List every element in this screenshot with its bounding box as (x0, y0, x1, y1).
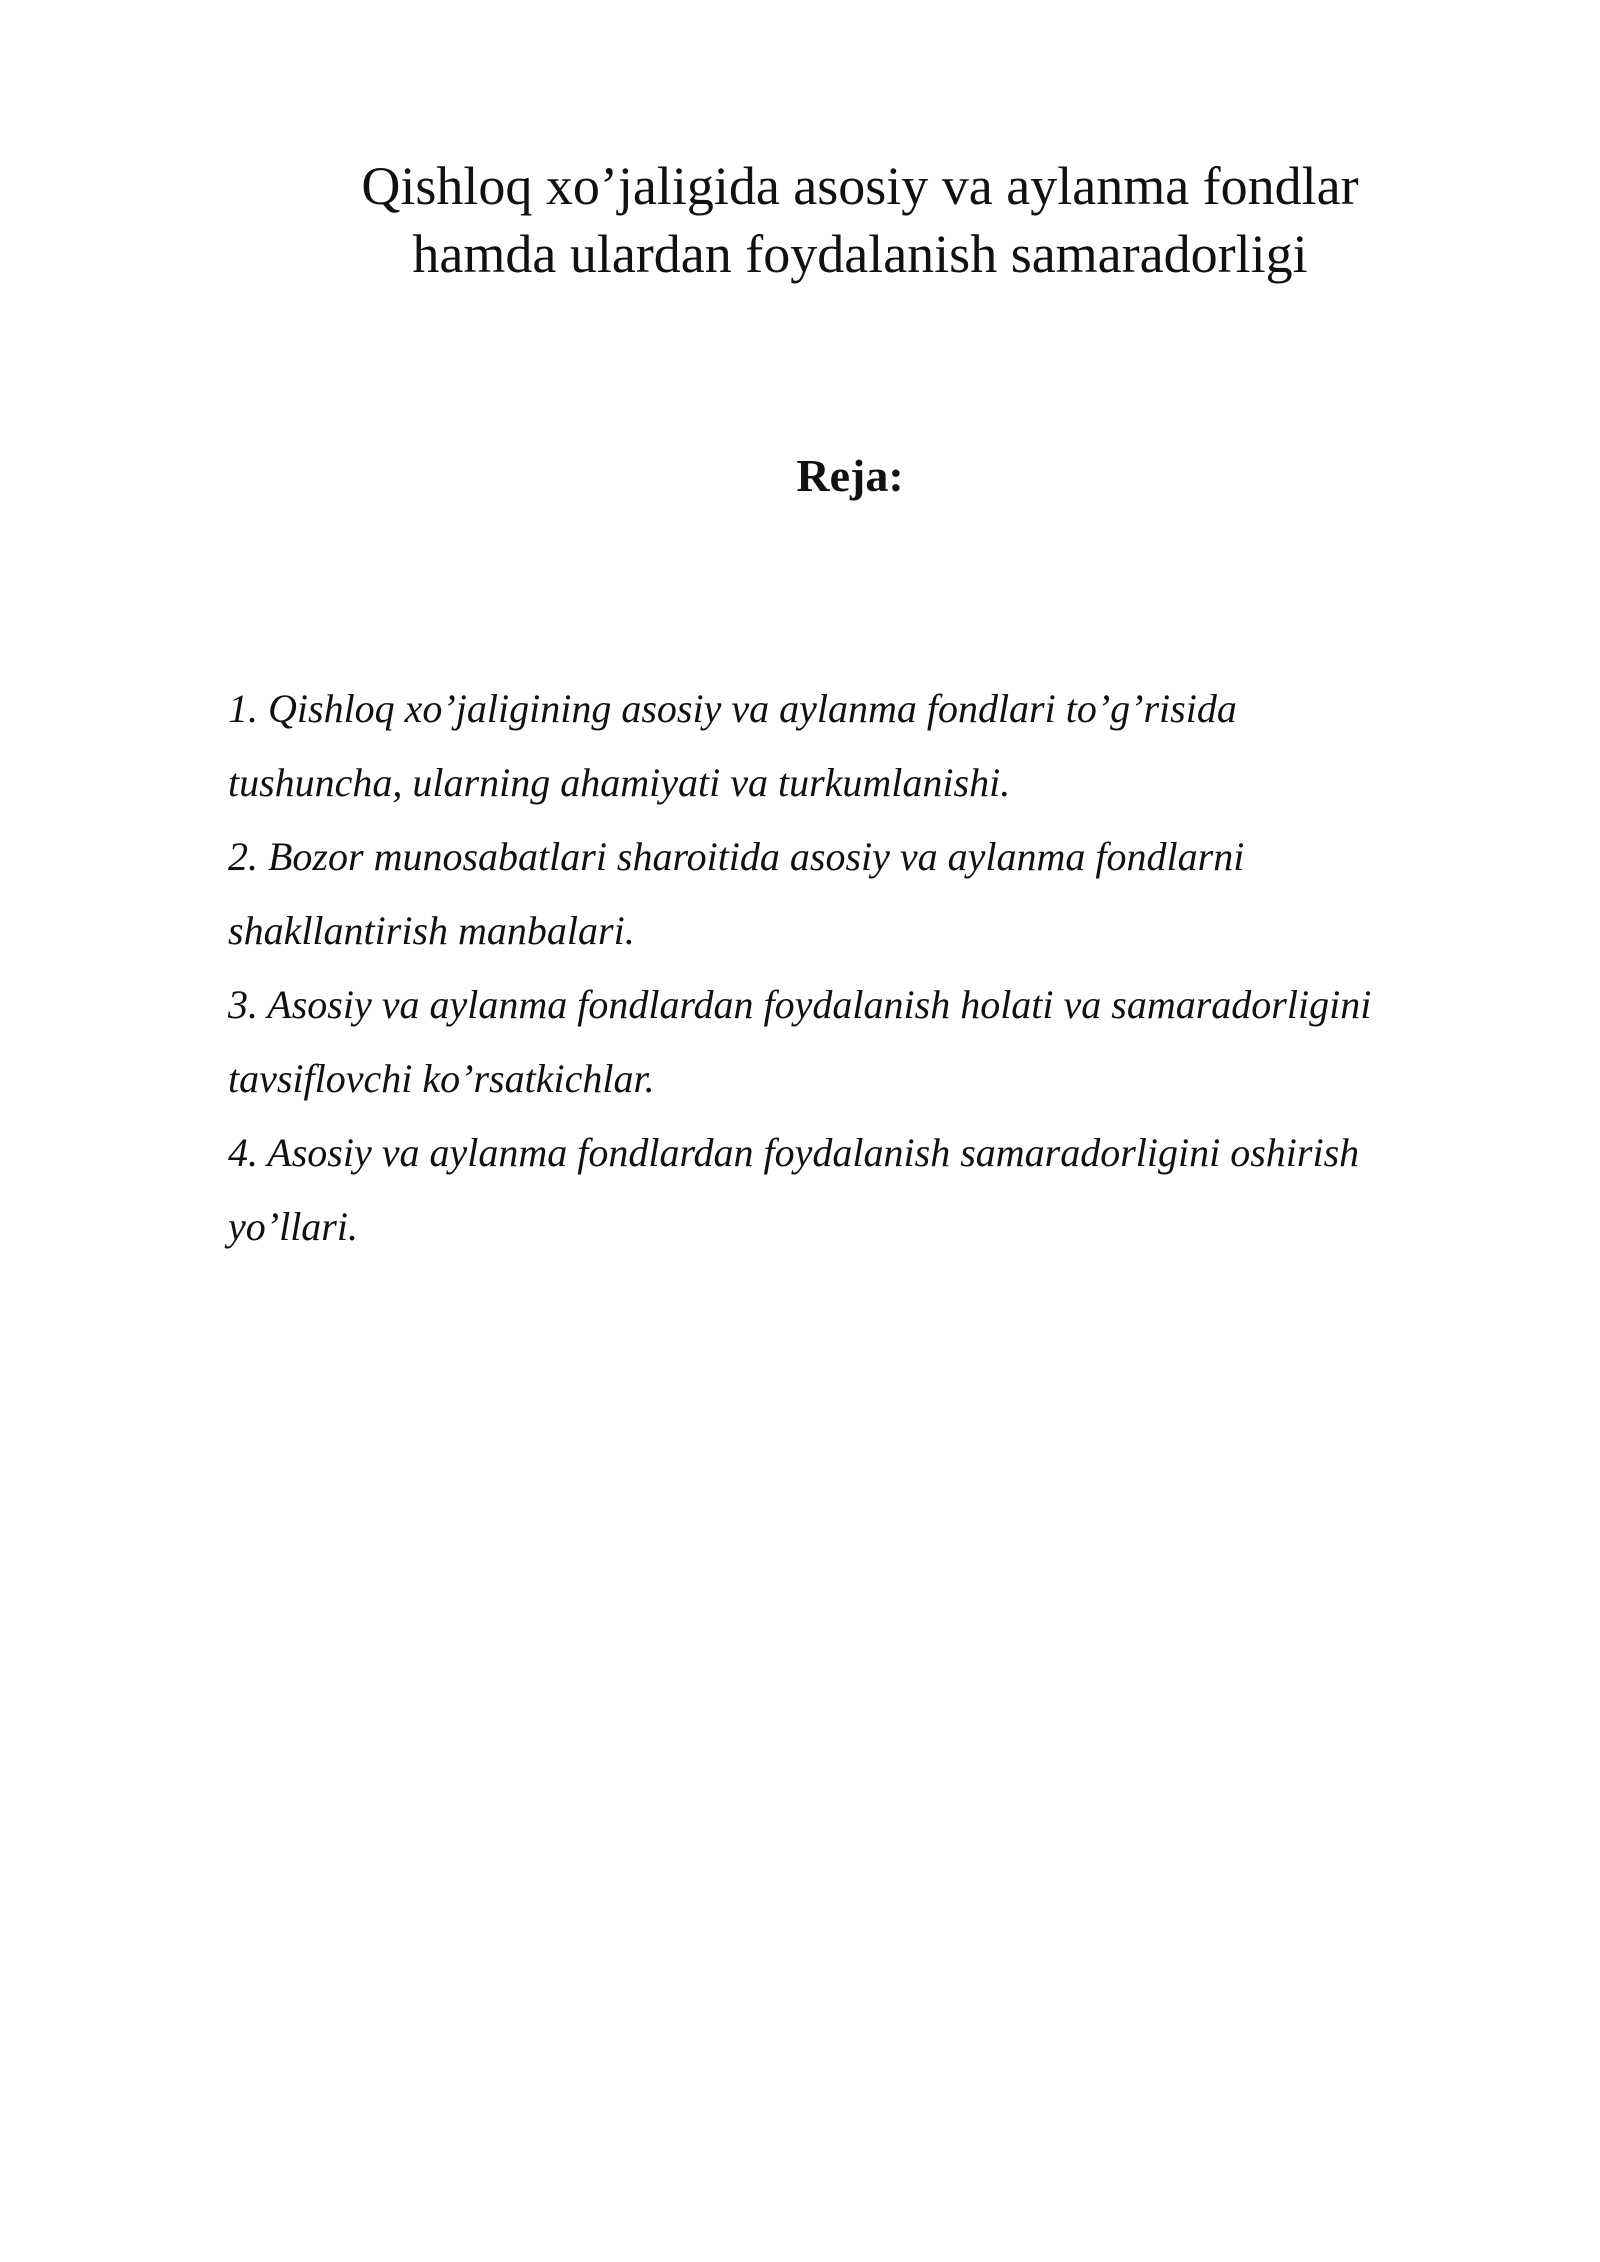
plan-item (228, 820, 1528, 968)
plan-item (228, 968, 1528, 1116)
plan-heading: Reja: (796, 450, 904, 501)
plan-item-line: tavsiflovchi ko’rsatkichlar. (228, 1056, 655, 1101)
plan-item (228, 1116, 1528, 1264)
plan-item-line: tushuncha, ularning ahamiyati va turkumlanishi. (228, 760, 1011, 805)
plan-item-line: 1. Qishloq xo’jaligining asosiy va aylanma fondlari to’g’risida (228, 686, 1237, 731)
plan-list (228, 672, 1528, 1264)
document-title (260, 152, 1460, 288)
title-line: Qishloq xo’jaligida asosiy va aylanma fondlar (361, 156, 1359, 216)
plan-item-line: 2. Bozor munosabatlari sharoitida asosiy va aylanma fondlarni (228, 834, 1245, 879)
plan-item (228, 672, 1528, 820)
title-line: hamda ulardan foydalanish samaradorligi (412, 224, 1308, 284)
plan-item-line: 3. Asosiy va aylanma fondlardan foydalanish holati va samaradorligini (228, 982, 1372, 1027)
plan-item-line: shakllantirish manbalari. (228, 908, 635, 953)
plan-item-line: 4. Asosiy va aylanma fondlardan foydalanish samaradorligini oshirish (228, 1130, 1360, 1175)
plan-item-line: yo’llari. (228, 1204, 358, 1249)
